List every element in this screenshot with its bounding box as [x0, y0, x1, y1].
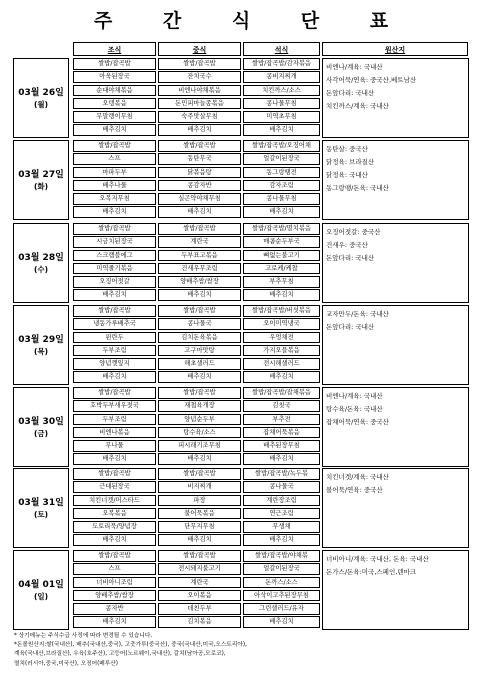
- dinner-menu-item: 우엉채전: [243, 332, 320, 344]
- breakfast-menu-item: 배추김치: [73, 616, 156, 628]
- dinner-column: [243, 140, 320, 220]
- breakfast-menu-item: 두부조림: [73, 414, 156, 426]
- dinner-menu-item: 전시해샐러드: [243, 358, 320, 370]
- dinner-menu-item: 콩비지찌개: [243, 71, 320, 83]
- weekday-text: (토): [33, 509, 49, 519]
- origin-box: [322, 387, 469, 467]
- lunch-column: [158, 58, 241, 138]
- origin-line: 돈앞다리: 국내산: [326, 254, 375, 262]
- dinner-menu-item: 가지오믈볶음: [243, 345, 320, 357]
- dinner-menu-item: 쌀밥/잡곡밥/잡채볶음: [243, 387, 320, 399]
- breakfast-menu-item: 오징어젓갈: [73, 276, 156, 288]
- dinner-menu-item: 콩나물무침: [243, 98, 320, 110]
- date-text: 03월 27일: [18, 169, 64, 180]
- date-text: 03월 29일: [18, 334, 64, 345]
- day-block: [13, 550, 469, 630]
- breakfast-menu-item: 쌀밥/잡곡밥: [73, 468, 156, 480]
- origin-line: 오징어젓갈: 중국산: [326, 228, 381, 236]
- breakfast-menu-item: 쌀밥/잡곡밥: [73, 140, 156, 152]
- dinner-menu-item: 배추된장무침: [243, 440, 320, 452]
- lunch-menu-item: 전시돼지불고기: [158, 563, 241, 575]
- breakfast-menu-item: 호박두부새우젓국: [73, 400, 156, 412]
- breakfast-menu-item: 배추김치: [73, 124, 156, 136]
- header-breakfast: 조식: [73, 42, 156, 56]
- weekday-text: (수): [33, 264, 49, 274]
- dinner-menu-item: 배추김치: [243, 534, 320, 546]
- origin-box: [322, 305, 469, 385]
- lunch-menu-item: 배추김치: [158, 534, 241, 546]
- date-text: 04월 01일: [18, 579, 64, 590]
- origin-line: 동그랑땡/돈육: 국내산: [326, 184, 389, 192]
- origin-line: 볼어묵/연육: 중국산: [326, 486, 383, 494]
- dinner-menu-item: 얼갈이된장국: [243, 563, 320, 575]
- dinner-menu-item: 쌀밥/잡곡밥/버섯볶음: [243, 305, 320, 317]
- day-label: [13, 550, 69, 630]
- breakfast-menu-item: 쌀밥/잡곡밥: [73, 550, 156, 562]
- dinner-menu-item: 부추무침: [243, 276, 320, 288]
- page-title: 주 간 식 단 표: [93, 10, 411, 32]
- dinner-menu-item: 그린샐러드/유자: [243, 603, 320, 615]
- dinner-menu-item: 오이미역냉국: [243, 318, 320, 330]
- header-lunch: 중식: [158, 42, 241, 56]
- breakfast-column: [73, 223, 156, 303]
- day-block: [13, 58, 469, 138]
- lunch-menu-item: 양념순두부: [158, 414, 241, 426]
- breakfast-column: [73, 468, 156, 548]
- origin-line: 치킨까스/계육: 국내산: [326, 102, 389, 110]
- day-label: [13, 468, 69, 548]
- breakfast-column: [73, 58, 156, 138]
- lunch-column: [158, 305, 241, 385]
- breakfast-menu-item: 쌀밥/잡곡밥: [73, 223, 156, 235]
- origin-line: 비엔나/계육: 국내산: [326, 63, 383, 71]
- origin-line: 닭정육: 브라질산: [326, 158, 375, 166]
- breakfast-menu-item: 치킨너겟/머스타드: [73, 495, 156, 507]
- day-block: [13, 223, 469, 303]
- lunch-menu-item: 김치볶음: [158, 616, 241, 628]
- lunch-menu-item: 데친두부: [158, 603, 241, 615]
- lunch-menu-item: 탕수육/소스: [158, 427, 241, 439]
- lunch-menu-item: 비지찌개: [158, 481, 241, 493]
- dinner-menu-item: 쌀밥/잡곡밥/멸치볶음: [243, 223, 320, 235]
- lunch-menu-item: 배추김치: [158, 206, 241, 218]
- dinner-menu-item: 배추김치: [243, 616, 320, 628]
- breakfast-menu-item: 스프: [73, 563, 156, 575]
- lunch-menu-item: 콩나물국: [158, 318, 241, 330]
- lunch-menu-item: 쌀밥/잡곡밥: [158, 468, 241, 480]
- breakfast-menu-item: 배추김치: [73, 289, 156, 301]
- footer-line: 멸치(러시아,중국,미국산), 오징어(페루산): [14, 660, 119, 667]
- origin-line: 돈앞다리: 국내산: [326, 323, 375, 331]
- origin-line: 치킨너겟/계육: 국내산: [326, 473, 389, 481]
- lunch-menu-item: 오이볶음: [158, 590, 241, 602]
- dinner-menu-item: 배추김치: [243, 206, 320, 218]
- dinner-column: [243, 387, 320, 467]
- dinner-menu-item: 배추김치: [243, 289, 320, 301]
- lunch-menu-item: 쌀밥/잡곡밥: [158, 305, 241, 317]
- dinner-menu-item: 부추전: [243, 414, 320, 426]
- dinner-menu-item: 감자조림: [243, 180, 320, 192]
- lunch-menu-item: 배추김치: [158, 453, 241, 465]
- origin-line: 탕수육/돈육: 국내산: [326, 405, 383, 413]
- breakfast-column: [73, 305, 156, 385]
- breakfast-menu-item: 핀란두: [73, 332, 156, 344]
- lunch-menu-item: 두부표고볶음: [158, 250, 241, 262]
- breakfast-menu-item: 오복지무침: [73, 193, 156, 205]
- dinner-menu-item: 계란장조림: [243, 495, 320, 507]
- breakfast-menu-item: 비엔나볶음: [73, 427, 156, 439]
- dinner-column: [243, 58, 320, 138]
- breakfast-menu-item: 미역줄기볶음: [73, 263, 156, 275]
- origin-line: 건새우: 중국산: [326, 241, 368, 249]
- lunch-menu-item: 쌀밥/잡곡밥: [158, 387, 241, 399]
- breakfast-column: [73, 140, 156, 220]
- breakfast-menu-item: 콩자반: [73, 603, 156, 615]
- breakfast-menu-item: 쌀밥/잡곡밥: [73, 305, 156, 317]
- breakfast-menu-item: 스프: [73, 153, 156, 165]
- lunch-menu-item: 돈민피마늘종볶음: [158, 98, 241, 110]
- lunch-menu-item: 쌀밥/잡곡밥: [158, 223, 241, 235]
- origin-line: 돈가스/돈육:미국,스페인,덴마크: [326, 568, 417, 576]
- breakfast-menu-item: 양배추쌈/쌈장: [73, 590, 156, 602]
- lunch-column: [158, 140, 241, 220]
- dinner-menu-item: 배추김치: [243, 124, 320, 136]
- lunch-menu-item: 김치돈육볶음: [158, 332, 241, 344]
- lunch-menu-item: 콩감자반: [158, 180, 241, 192]
- weekday-text: (금): [33, 428, 49, 438]
- breakfast-column: [73, 550, 156, 630]
- origin-line: 닭정육: 국내산: [326, 171, 368, 179]
- lunch-menu-item: 숙주맛살무침: [158, 111, 241, 123]
- breakfast-menu-item: 너비아니조림: [73, 577, 156, 589]
- header-origin: 원산지: [322, 42, 468, 56]
- dinner-column: [243, 223, 320, 303]
- lunch-menu-item: 동탄무국: [158, 153, 241, 165]
- dinner-column: [243, 550, 320, 630]
- breakfast-menu-item: 스크램블에그: [73, 250, 156, 262]
- dinner-menu-item: 쌀밥/잡곡밥/오징어채: [243, 140, 320, 152]
- lunch-menu-item: 양배추쌈/쌈장: [158, 276, 241, 288]
- breakfast-column: [73, 387, 156, 467]
- lunch-menu-item: 단무지무침: [158, 521, 241, 533]
- dinner-menu-item: 연근조림: [243, 508, 320, 520]
- weekday-text: (화): [33, 181, 49, 191]
- origin-box: [322, 223, 469, 303]
- lunch-menu-item: 잔치국수: [158, 71, 241, 83]
- weekday-text: (목): [33, 346, 49, 356]
- lunch-menu-item: 배추김치: [158, 371, 241, 383]
- origin-box: [322, 140, 469, 220]
- breakfast-menu-item: 쌀밥/잡곡밥: [73, 387, 156, 399]
- lunch-menu-item: 쌀밥/잡곡밥: [158, 140, 241, 152]
- breakfast-menu-item: 오뎅볶음: [73, 98, 156, 110]
- footer-notes: [14, 632, 474, 669]
- dinner-column: [243, 305, 320, 385]
- breakfast-menu-item: 시금치된장국: [73, 236, 156, 248]
- footer-line: *돈볼원산지:쌀(국내산), 배추(국내산,중국), 고춧가루(중국산), 중국(국내산,미국,오스트리아),: [14, 642, 247, 649]
- lunch-menu-item: 해초샐러드: [158, 358, 241, 370]
- lunch-column: [158, 468, 241, 548]
- day-label: [13, 387, 69, 467]
- header-dinner: 석식: [243, 42, 320, 56]
- lunch-menu-item: 배추김치: [158, 289, 241, 301]
- origin-line: 잡채어묵/연육: 중국산: [326, 418, 389, 426]
- origin-box: [322, 550, 469, 630]
- footer-line: * 상기메뉴는 주식수급 사정에 따라 변경될 수 있습니다.: [14, 633, 153, 639]
- dinner-menu-item: 무생채: [243, 521, 320, 533]
- origin-line: 교자만두/돈육: 국내산: [326, 310, 389, 318]
- dinner-menu-item: 쌀밥/잡곡밥/감자볶음: [243, 58, 320, 70]
- lunch-menu-item: 피시래기조무침: [158, 440, 241, 452]
- day-label: [13, 140, 69, 220]
- breakfast-menu-item: 냉동가루배추국: [73, 318, 156, 330]
- day-block: [13, 387, 469, 467]
- lunch-menu-item: 쌀밥/잡곡밥: [158, 550, 241, 562]
- breakfast-menu-item: 배추나물: [73, 180, 156, 192]
- origin-line: 너비아니/계육: 국내산, 돈육: 국내산: [326, 555, 429, 563]
- dinner-menu-item: 배추김치: [243, 371, 320, 383]
- breakfast-menu-item: 배추김치: [73, 453, 156, 465]
- origin-box: [322, 58, 469, 138]
- dinner-menu-item: 매콤순두부국: [243, 236, 320, 248]
- date-text: 03월 30일: [18, 416, 64, 427]
- lunch-menu-item: 건새우무조림: [158, 263, 241, 275]
- breakfast-menu-item: 순대야채볶음: [73, 85, 156, 97]
- day-label: [13, 305, 69, 385]
- dinner-menu-item: 돈까스/소스: [243, 577, 320, 589]
- dinner-menu-item: 뼈없는불고기: [243, 250, 320, 262]
- breakfast-menu-item: 무말랭이무침: [73, 111, 156, 123]
- breakfast-menu-item: 마파두부: [73, 167, 156, 179]
- lunch-menu-item: 비엔나야채볶음: [158, 85, 241, 97]
- dinner-menu-item: 배추김치: [243, 453, 320, 465]
- weekday-text: (일): [33, 591, 49, 601]
- origin-box: [322, 468, 469, 548]
- lunch-menu-item: 계란국: [158, 236, 241, 248]
- lunch-column: [158, 387, 241, 467]
- dinner-menu-item: 잡채어묵볶음: [243, 427, 320, 439]
- lunch-column: [158, 550, 241, 630]
- lunch-menu-item: 불어묵볶음: [158, 508, 241, 520]
- lunch-menu-item: 실곤약야채무침: [158, 193, 241, 205]
- dinner-menu-item: 치킨까스/소스: [243, 85, 320, 97]
- breakfast-menu-item: 아욱된장국: [73, 71, 156, 83]
- date-text: 03월 28일: [18, 252, 64, 263]
- breakfast-menu-item: 무나물: [73, 440, 156, 452]
- lunch-menu-item: 닭볶음탕: [158, 167, 241, 179]
- breakfast-menu-item: 도토리묵/양념장: [73, 521, 156, 533]
- day-block: [13, 140, 469, 220]
- origin-line: 동탄살: 중국산: [326, 145, 368, 153]
- breakfast-menu-item: 배추김치: [73, 534, 156, 546]
- lunch-menu-item: 계란국: [158, 577, 241, 589]
- breakfast-menu-item: 배추김치: [73, 206, 156, 218]
- lunch-column: [158, 223, 241, 303]
- dinner-menu-item: 고로케/케찹: [243, 263, 320, 275]
- dinner-menu-item: 콩나물무침: [243, 193, 320, 205]
- dinner-menu-item: 아삭이고추된장무침: [243, 590, 320, 602]
- dinner-column: [243, 468, 320, 548]
- breakfast-menu-item: 양념깻잎지: [73, 358, 156, 370]
- day-block: [13, 468, 469, 548]
- lunch-menu-item: 쌀밥/잡곡밥: [158, 58, 241, 70]
- lunch-menu-item: 고구마맛탕: [158, 345, 241, 357]
- dinner-menu-item: 쌀밥/잡곡밥/야채볶: [243, 550, 320, 562]
- day-label: [13, 223, 69, 303]
- footer-line: 계육(국내산,브라질산), 우육(호주산), 고등어(노르웨이,국내산), 갈치(남아공,모로코),: [14, 651, 226, 658]
- dinner-menu-item: 동그랑땡전: [243, 167, 320, 179]
- origin-line: 비엔나/계육: 국내산: [326, 392, 383, 400]
- origin-line: 돈앞다리: 국내산: [326, 89, 375, 97]
- dinner-menu-item: 얼갈이된장국: [243, 153, 320, 165]
- breakfast-menu-item: 두부조림: [73, 345, 156, 357]
- dinner-menu-item: 콩나물국: [243, 481, 320, 493]
- lunch-menu-item: 배추김치: [158, 124, 241, 136]
- origin-line: 사각어묵/연육: 중국산,베트남산: [326, 76, 417, 84]
- day-label: [13, 58, 69, 138]
- date-text: 03월 26일: [18, 87, 64, 98]
- dinner-menu-item: 김칫국: [243, 400, 320, 412]
- day-block: [13, 305, 469, 385]
- breakfast-menu-item: 배추김치: [73, 371, 156, 383]
- lunch-menu-item: 파장: [158, 495, 241, 507]
- date-text: 03월 31일: [18, 497, 64, 508]
- dinner-menu-item: 쌀밥/잡곡밥/녹두볶: [243, 468, 320, 480]
- breakfast-menu-item: 쌀밥/잡곡밥: [73, 58, 156, 70]
- weekday-text: (월): [33, 99, 49, 109]
- dinner-menu-item: 미역초무침: [243, 111, 320, 123]
- breakfast-menu-item: 근대된장국: [73, 481, 156, 493]
- breakfast-menu-item: 오복볶음: [73, 508, 156, 520]
- lunch-menu-item: 재첩육개장: [158, 400, 241, 412]
